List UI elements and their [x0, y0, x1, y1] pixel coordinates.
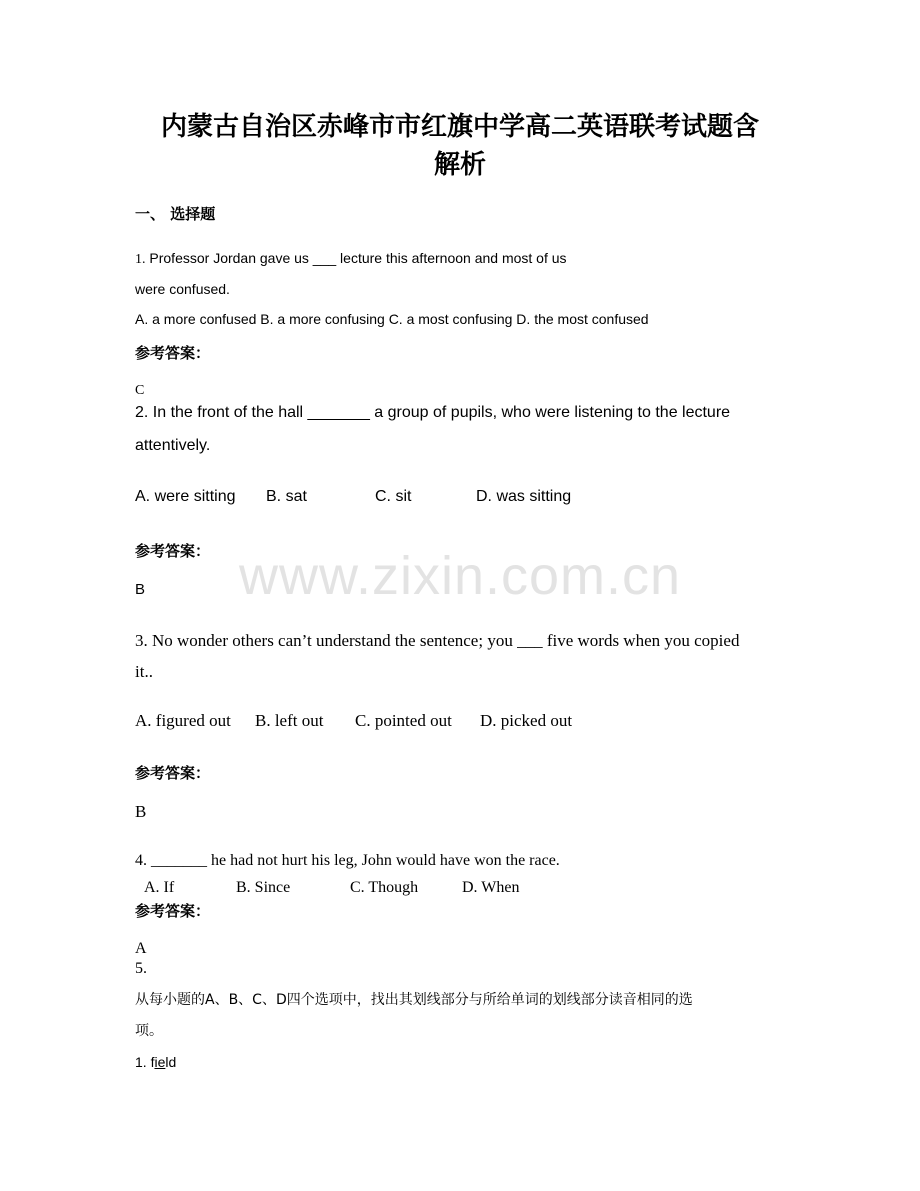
q2-option-c: C. sit: [375, 488, 412, 505]
q4-line-1: 4. _______ he had not hurt his leg, John would have won the race.: [135, 852, 560, 869]
q4-answer: A: [135, 940, 147, 957]
q2-answer: B: [135, 581, 146, 598]
q4-answer-label: 参考答案：: [135, 902, 211, 920]
q3-answer-label: 参考答案：: [135, 764, 211, 782]
q2-answer-label: 参考答案：: [135, 542, 211, 560]
q3-line-2: it..: [135, 662, 153, 681]
q1-text-1: Professor Jordan gave us ___ lecture this afternoon and most of us: [145, 250, 567, 266]
q1-options: A. a more confused B. a more confusing C. a most confusing D. the most confused: [135, 311, 649, 327]
q4-option-b: B. Since: [236, 879, 291, 896]
page-title: [100, 108, 820, 184]
q1-number: 1.: [135, 252, 146, 267]
q3-option-a: A. figured out: [135, 711, 231, 730]
q3-line-1: 3. No wonder others can’t understand the sentence; you ___ five words when you copied: [135, 631, 740, 650]
q5-item-1-prefix: 1. f: [135, 1054, 155, 1070]
section-heading: 一、 选择题: [135, 205, 216, 223]
q5-item-1-suffix: ld: [165, 1054, 177, 1070]
q4-option-a: A. If: [144, 879, 175, 896]
q3-option-c: C. pointed out: [355, 711, 452, 730]
q2-line-1: 2. In the front of the hall _______ a group of pupils, who were listening to the lecture: [135, 404, 731, 421]
watermark: www.zixin.com.cn: [238, 546, 682, 606]
q2-option-a: A. were sitting: [135, 488, 236, 505]
q1-answer: C: [135, 383, 145, 398]
q1-line-1: [135, 250, 567, 268]
q5-instruction-line-2: 项。: [135, 1023, 163, 1039]
q3-answer: B: [135, 802, 147, 821]
q1-line-2: were confused.: [135, 281, 230, 297]
q1-answer-label: 参考答案：: [135, 344, 211, 362]
q2-option-d: D. was sitting: [476, 488, 572, 505]
q5-number: 5.: [135, 960, 147, 977]
q4-option-d: D. When: [462, 879, 520, 896]
q5-item-1: [135, 1054, 176, 1070]
title-line-2: 解析: [433, 150, 486, 180]
q3-option-b: B. left out: [255, 711, 324, 730]
q5-instruction-line-1: 从每小题的A、B、C、D四个选项中，找出其划线部分与所给单词的划线部分读音相同的选: [135, 992, 693, 1008]
q5-item-1-underlined: ie: [154, 1054, 166, 1070]
title-line-1: 内蒙古自治区赤峰市市红旗中学高二英语联考试题含: [160, 112, 759, 142]
q4-option-c: C. Though: [350, 879, 419, 896]
q3-option-d: D. picked out: [480, 711, 573, 730]
q2-line-2: attentively.: [135, 437, 211, 454]
q2-option-b: B. sat: [266, 488, 307, 505]
